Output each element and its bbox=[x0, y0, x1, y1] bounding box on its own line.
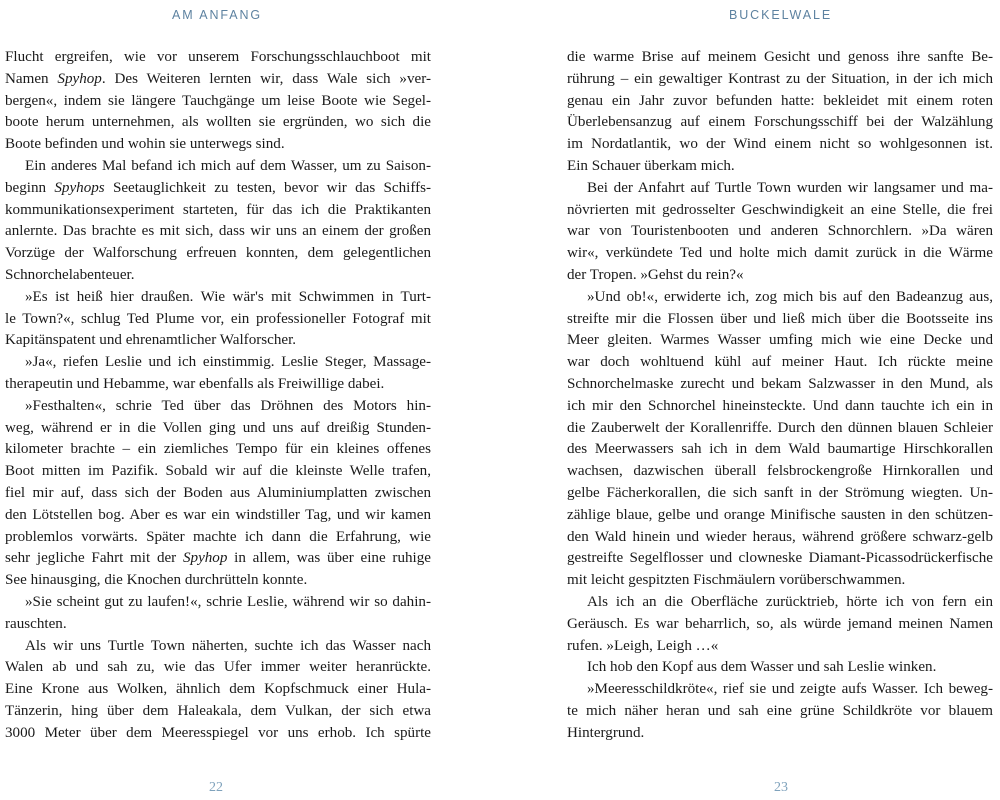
text-line: Schnorchelmaske zurecht und bekam Salzwasser in den Mund, als bbox=[567, 375, 993, 392]
text-run: beginn bbox=[5, 179, 55, 196]
text-line: Als wir uns Turtle Town näherten, suchte ich das Wasser nach bbox=[25, 637, 431, 654]
text-line: kommunikationsexperiment starteten, für das ich die Praktikanten bbox=[5, 201, 431, 218]
text-line: Boot mitten im Pazifik. Sobald wir auf die kleinste Welle trafen, bbox=[5, 463, 431, 480]
text-line: war von Touristenbooten und anderen Schnorchlern. »Da wären bbox=[567, 223, 993, 240]
text-line: Tänzerin, hing über dem Haleakala, dem Vulkan, der sich etwa bbox=[5, 702, 431, 719]
text-line: »Ja«, riefen Leslie und ich einstimmig. Leslie Steger, Massage- bbox=[25, 354, 431, 371]
text-line: »Es ist heiß hier draußen. Wie wär's mit Schwimmen in Turt- bbox=[25, 288, 431, 305]
text-line: Ein Schauer überkam mich. bbox=[567, 157, 735, 174]
text-line: ich mir den Schnorchel hineinsteckte. Und dann tauchte ich ein in bbox=[567, 397, 993, 414]
text-line: anlernte. Das brachte es mit sich, dass wir uns an einem der großen bbox=[5, 223, 431, 240]
text-line bbox=[5, 548, 431, 570]
text-line: te mich näher heran und sah eine grüne Schildkröte vor blauem bbox=[567, 702, 993, 719]
text-line: Überlebensanzug auf einem Forschungsschiff bei der Walzählung bbox=[567, 114, 993, 131]
text-line: Ein anderes Mal befand ich mich auf dem Wasser, um zu Saison- bbox=[25, 157, 431, 174]
text-line: Kapitänspatent und ehrenamtlicher Walforscher. bbox=[5, 332, 297, 349]
text-line: Geräusch. Es war beharrlich, so, als würde jemand meinen Namen bbox=[567, 615, 993, 632]
text-line: Meer gleiten. Warmes Wasser umfing mich wie eine Decke und bbox=[567, 332, 993, 349]
text-line: le Town?«, schlug Ted Plume vor, ein professioneller Fotograf mit bbox=[5, 310, 431, 327]
text-line: des Meerwassers sah ich in dem Wald baumartige Hirschkorallen bbox=[567, 441, 993, 458]
running-head: BUCKELWALE bbox=[729, 8, 833, 22]
text-line: Walen ab und sah zu, wie das Ufer immer weiter heranrückte. bbox=[5, 659, 431, 676]
text-line: Boote befinden und wohin sie unterwegs sind. bbox=[5, 136, 285, 153]
text-line: wir«, verkündete Ted und holte mich damit zurück in die Wärme bbox=[567, 245, 993, 262]
text-line: problemlos vorwärts. Später machte ich dann die Erfahrung, wie bbox=[5, 528, 431, 545]
text-line: Bei der Anfahrt auf Turtle Town wurden wir langsamer und ma- bbox=[587, 179, 993, 196]
text-line: die warme Brise auf meinem Gesicht und genoss ihre sanfte Be- bbox=[567, 49, 993, 65]
text-line: fiel mir auf, dass sich der Boden aus Aluminiumplatten zwischen bbox=[5, 484, 431, 501]
text-line: streifte mir die Flossen über und ließ mich über die Bootsseite ins bbox=[567, 310, 993, 327]
text-line: rührung – ein gewaltiger Kontrast zu der Situation, in der ich mich bbox=[567, 70, 993, 87]
text-line: Vorzüge der Walforschung erfreuen konnten, dem gelegentlichen bbox=[5, 245, 431, 262]
text-run: . Des Weiteren lernten wir, dass Wale sich »ver- bbox=[101, 70, 431, 87]
text-line: Ich hob den Kopf aus dem Wasser und sah Leslie winken. bbox=[587, 659, 937, 676]
text-line: növrierten mit gedrosselter Geschwindigkeit an eine Stelle, die frei bbox=[567, 201, 993, 218]
text-line: war doch wohltuend kühl auf meiner Haut. Ich rückte meine bbox=[567, 354, 993, 371]
text-line: gelbe Fächerkorallen, die sich sanft in der Strömung wiegten. Un- bbox=[567, 484, 993, 501]
text-line: Als ich an die Oberfläche zurücktrieb, hörte ich von fern ein bbox=[587, 593, 993, 610]
text-line: Hintergrund. bbox=[567, 724, 645, 741]
text-line: zählige blaue, gelbe und orange Minifische sausten in den schützen- bbox=[567, 506, 993, 523]
text-line bbox=[5, 69, 431, 91]
text-line: rauschten. bbox=[5, 615, 67, 632]
text-run: Namen bbox=[5, 70, 58, 87]
text-line: kilometer brachte – ein ziemliches Tempo für ein kleines offenes bbox=[5, 441, 431, 458]
text-line: See hinausging, die Knochen durchrütteln konnte. bbox=[5, 572, 308, 589]
text-line: den Lötstellen bog. Aber es war ein windstiller Tag, und wir kamen bbox=[5, 506, 431, 523]
text-line: Flucht ergreifen, wie vor unserem Forschungsschlauchboot mit bbox=[5, 49, 431, 65]
page-number: 23 bbox=[774, 780, 788, 795]
body-text bbox=[567, 47, 993, 745]
text-line: die Zauberwelt der Korallenriffe. Durch den dünnen blauen Schleier bbox=[567, 419, 993, 436]
text-run: Seetauglichkeit zu testen, bevor wir das Schiffs- bbox=[104, 179, 431, 196]
text-line: boote herum unternehmen, als wollten sie ergründen, wo sich die bbox=[5, 114, 431, 131]
text-line bbox=[5, 178, 431, 200]
text-line: bergen«, indem sie längere Tauchgänge um leise Boote wie Segel- bbox=[5, 92, 431, 109]
right-page bbox=[500, 0, 1000, 800]
running-head: AM ANFANG bbox=[172, 8, 263, 22]
text-line: Eine Krone aus Wolken, ähnlich dem Kopfschmuck einer Hula- bbox=[5, 681, 431, 698]
text-line: »Meeresschildkröte«, rief sie und zeigte aufs Wasser. Ich beweg- bbox=[587, 681, 993, 698]
text-line: der Tropen. »Gehst du rein?« bbox=[567, 266, 744, 283]
text-line: gestreifte Segelflosser und clowneske Diamant-Picassodrückerfische bbox=[567, 550, 993, 567]
text-line: »Und ob!«, erwiderte ich, zog mich bis auf den Badeanzug aus, bbox=[587, 288, 993, 305]
body-text bbox=[5, 47, 431, 745]
text-line: rufen. »Leigh, Leigh …« bbox=[567, 637, 719, 654]
text-line: Schnorchelabenteuer. bbox=[5, 266, 135, 283]
text-line: wachsen, dazwischen überall felsbrockengroße Hirnkorallen und bbox=[567, 463, 993, 480]
text-line: im Nordatlantik, wo der Wind einem nicht so wohlgesonnen ist. bbox=[567, 136, 993, 153]
italic-text: Spyhop bbox=[57, 70, 102, 87]
text-line: genau ein Jahr zuvor befunden hatte: bekleidet mit einem roten bbox=[567, 92, 993, 109]
text-run: sehr jegliche Fahrt mit der bbox=[5, 550, 183, 567]
text-line: den Wald hinein und wieder heraus, während größere schwarz-gelb bbox=[567, 528, 993, 545]
text-line: 3000 Meter über dem Meeresspiegel vor uns erhob. Ich spürte bbox=[5, 724, 431, 741]
italic-text: Spyhop bbox=[182, 550, 228, 567]
text-line: »Sie scheint gut zu laufen!«, schrie Leslie, während wir so dahin- bbox=[25, 593, 431, 610]
text-line: mit leicht gespitzten Fischmäulern vorüberschwammen. bbox=[567, 572, 906, 589]
text-line: weg, während er in die Vollen ging und uns auf dreißig Stunden- bbox=[5, 419, 431, 436]
text-line: therapeutin und Hebamme, war ebenfalls als Freiwillige dabei. bbox=[5, 375, 385, 392]
italic-text: Spyhops bbox=[54, 179, 105, 196]
text-run: in allem, was über eine ruhige bbox=[227, 550, 431, 567]
page-number: 22 bbox=[209, 780, 223, 795]
text-line: »Festhalten«, schrie Ted über das Dröhnen des Motors hin- bbox=[25, 397, 431, 414]
